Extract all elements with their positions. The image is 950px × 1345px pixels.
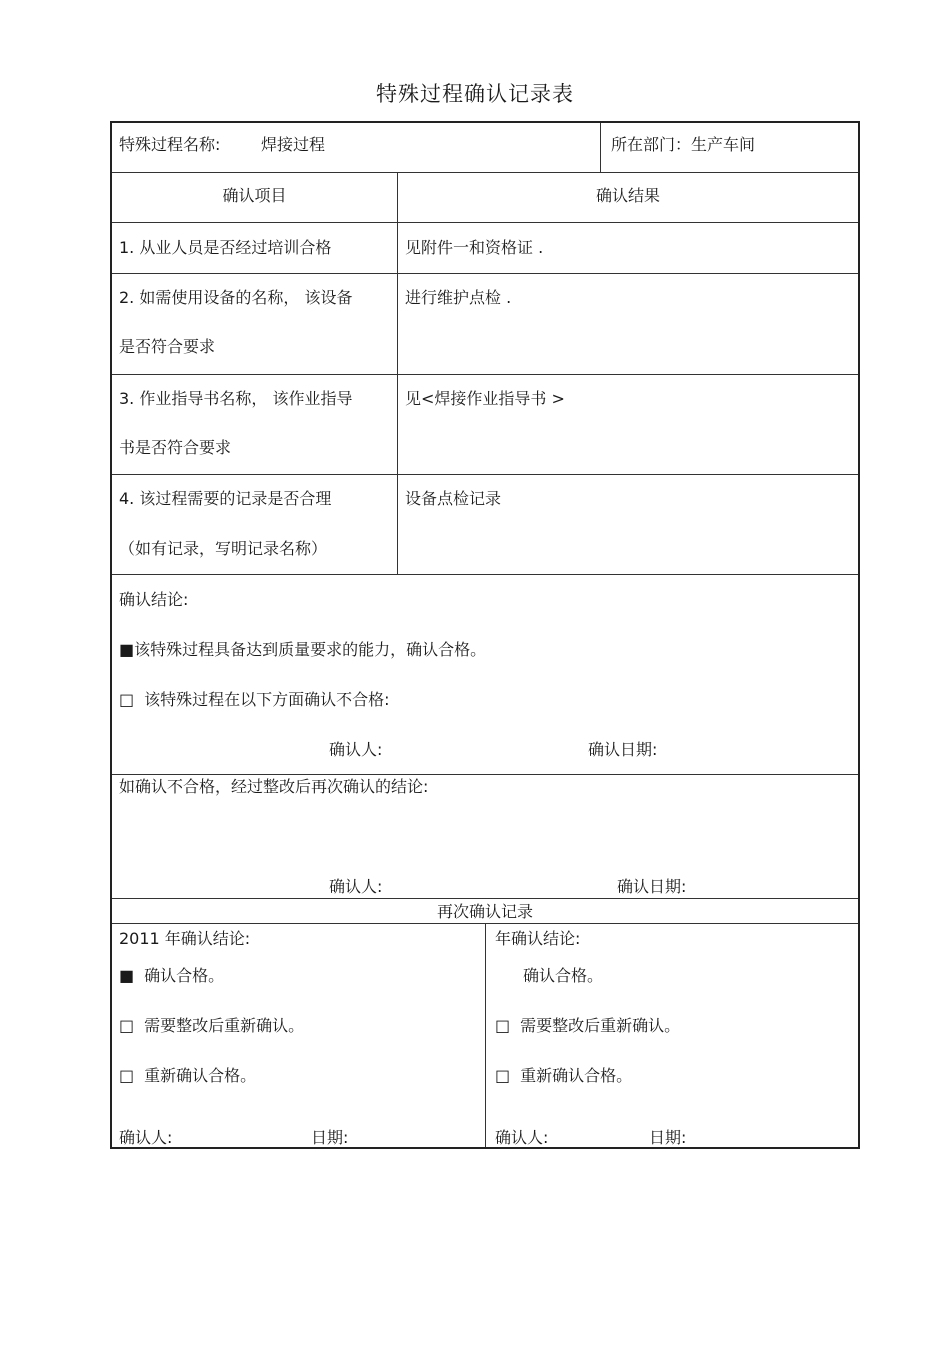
record-left-option-rectify [119, 1016, 304, 1036]
record-right-option-pass: 确认合格。 [523, 966, 604, 985]
divider [112, 222, 858, 223]
page-title: 特殊过程确认记录表 [376, 82, 574, 106]
record-left-confirmer: 确认人: [119, 1128, 173, 1147]
option-text: 确认合格。 [144, 966, 225, 985]
divider [112, 172, 858, 173]
row-item-continued: （如有记录，写明记录名称） [119, 539, 328, 558]
row-result: 进行维护点检 . [405, 288, 512, 307]
reconfirm-label: 如确认不合格，经过整改后再次确认的结论: [119, 777, 429, 796]
divider [112, 374, 858, 375]
option-text: 重新确认合格。 [520, 1066, 633, 1085]
confirmer-label: 确认人: [329, 877, 383, 896]
record-left-option-pass [119, 966, 224, 986]
option-text: 需要整改后重新确认。 [144, 1016, 305, 1035]
confirm-date-label: 确认日期: [617, 877, 687, 896]
checked-box-icon: ■ [119, 640, 135, 659]
record-right-confirmer: 确认人: [495, 1128, 549, 1147]
divider [397, 172, 398, 574]
divider [112, 898, 858, 899]
conclusion-fail-option [119, 690, 390, 710]
checked-box-icon: ■ [119, 966, 135, 985]
record-right-option-rectify [495, 1016, 680, 1036]
department: 所在部门：生产车间 [611, 135, 756, 154]
divider [112, 273, 858, 274]
row-item: 1. 从业人员是否经过培训合格 [119, 238, 332, 257]
confirm-date-label: 确认日期: [588, 740, 658, 759]
unchecked-box-icon: □ [495, 1016, 511, 1035]
divider [112, 774, 858, 775]
record-left-option-repass [119, 1066, 256, 1086]
record-form [110, 121, 860, 1149]
record-right-date: 日期: [649, 1128, 687, 1147]
record-title: 再次确认记录 [436, 902, 533, 921]
confirmer-label: 确认人: [329, 740, 383, 759]
conclusion-label: 确认结论: [119, 590, 189, 609]
row-item: 4. 该过程需要的记录是否合理 [119, 489, 332, 508]
row-result: 见<焊接作业指导书 > [405, 389, 565, 408]
row-item-continued: 书是否符合要求 [119, 438, 232, 457]
row-item: 3. 作业指导书名称， 该作业指导 [119, 389, 353, 408]
option-text: 需要整改后重新确认。 [520, 1016, 681, 1035]
record-left-heading: 2011 年确认结论: [119, 929, 251, 948]
unchecked-box-icon: □ [495, 1066, 511, 1085]
process-name-label: 特殊过程名称: [119, 135, 221, 154]
row-result: 见附件一和资格证 . [405, 238, 544, 257]
divider [112, 574, 858, 575]
unchecked-box-icon: □ [119, 690, 135, 709]
divider [112, 474, 858, 475]
conclusion-pass-option [119, 640, 486, 660]
column-header-result: 确认结果 [595, 186, 660, 205]
record-right-option-repass [495, 1066, 632, 1086]
conclusion-fail-text: 该特殊过程在以下方面确认不合格: [144, 690, 390, 709]
divider [485, 923, 486, 1147]
unchecked-box-icon: □ [119, 1016, 135, 1035]
row-item: 2. 如需使用设备的名称， 该设备 [119, 288, 353, 307]
row-item-continued: 是否符合要求 [119, 337, 216, 356]
row-result: 设备点检记录 [405, 489, 502, 508]
unchecked-box-icon: □ [119, 1066, 135, 1085]
process-name-value: 焊接过程 [261, 135, 326, 154]
divider [600, 123, 601, 172]
record-left-date: 日期: [311, 1128, 349, 1147]
record-right-heading: 年确认结论: [495, 929, 581, 948]
column-header-item: 确认项目 [222, 186, 287, 205]
option-text: 重新确认合格。 [144, 1066, 257, 1085]
conclusion-pass-text: 该特殊过程具备达到质量要求的能力，确认合格。 [134, 640, 487, 659]
